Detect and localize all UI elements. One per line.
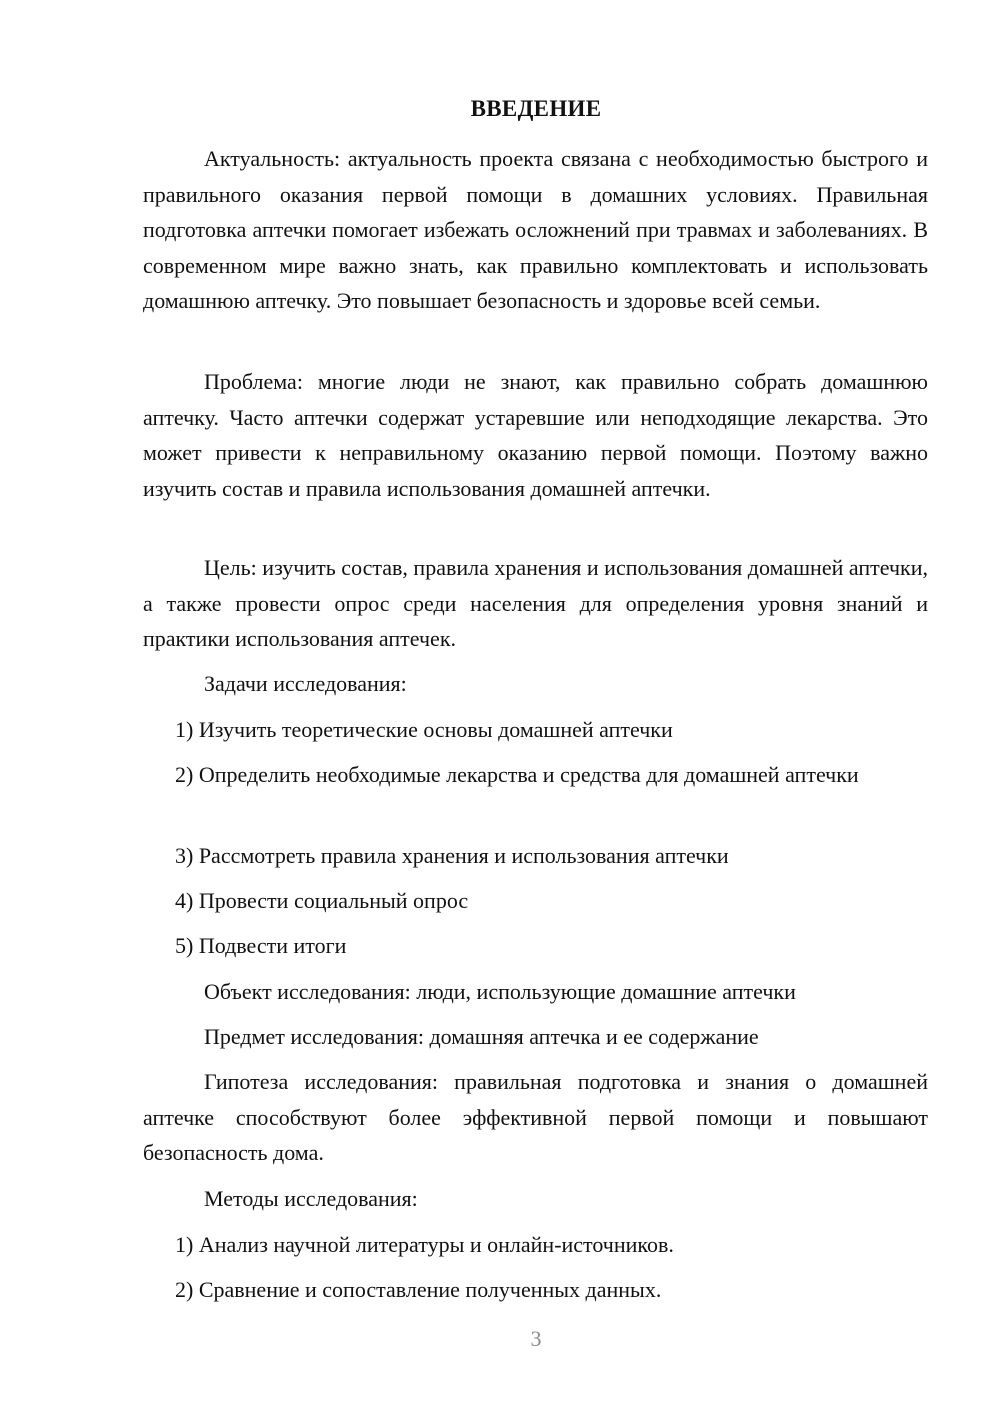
paragraph-problem: Проблема: многие люди не знают, как правильно собрать домашнюю аптечку. Часто аптечки содержат устаревшие или неподходящие лекарства. Это может привести к неправильному оказанию первой помощи. Поэтому важно изучить состав и правила использования домашней аптечки. — [143, 369, 928, 501]
methods-heading: Методы исследования: — [204, 1186, 418, 1211]
task-item-2: 2) Определить необходимые лекарства и средства для домашней аптечки — [175, 762, 859, 787]
paragraph-relevance: Актуальность: актуальность проекта связана с необходимостью быстрого и правильного оказания первой помощи в домашних условиях. Правильная подготовка аптечки помогает избежать осложнений при травмах и заболеваниях. В современном мире важно знать, как правильно комплектовать и использовать домашнюю аптечку. Это повышает безопасность и здоровье всей семьи. — [143, 146, 928, 313]
task-item-4: 4) Провести социальный опрос — [175, 888, 469, 913]
task-item-3: 3) Рассмотреть правила хранения и использования аптечки — [175, 843, 729, 868]
method-item-1: 1) Анализ научной литературы и онлайн-источников. — [175, 1232, 674, 1257]
paragraph-goal: Цель: изучить состав, правила хранения и использования домашней аптечки, а также провести опрос среди населения для определения уровня знаний и практики использования аптечек. — [143, 555, 928, 651]
paragraph-hypothesis: Гипотеза исследования: правильная подготовка и знания о домашней аптечке способствуют более эффективной первой помощи и повышают безопасность дома. — [143, 1069, 928, 1165]
paragraph-subject: Предмет исследования: домашняя аптечка и ее содержание — [204, 1024, 759, 1049]
task-item-5: 5) Подвести итоги — [175, 933, 347, 958]
tasks-heading: Задачи исследования: — [204, 671, 407, 696]
paragraph-object: Объект исследования: люди, использующие домашние аптечки — [204, 979, 796, 1004]
page-title: ВВЕДЕНИЕ — [470, 96, 602, 121]
page-number: 3 — [530, 1326, 542, 1351]
method-item-2: 2) Сравнение и сопоставление полученных данных. — [175, 1277, 662, 1302]
task-item-1: 1) Изучить теоретические основы домашней аптечки — [175, 717, 673, 742]
